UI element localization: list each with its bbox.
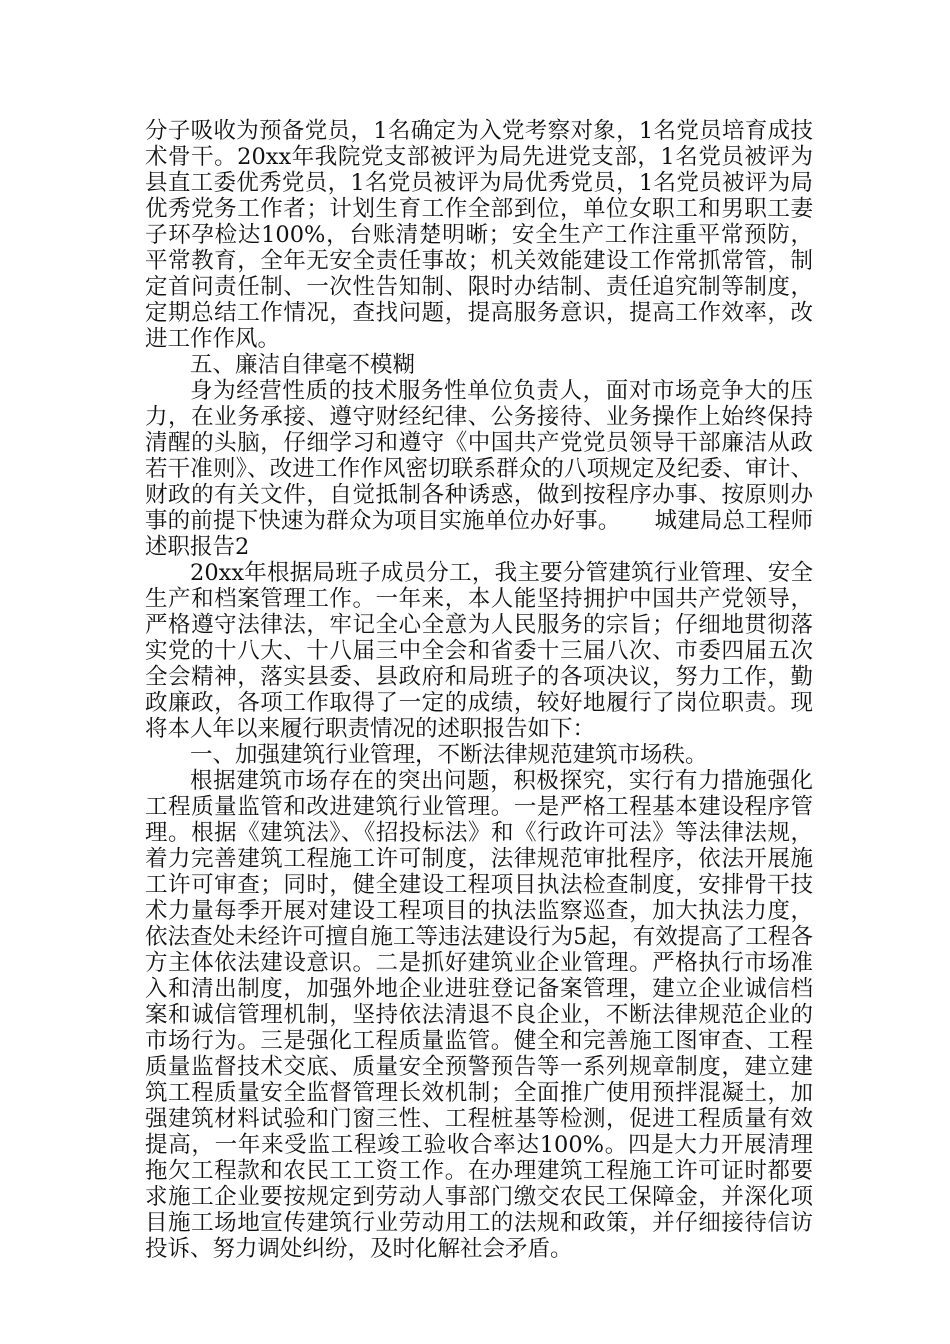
paragraph-3: 20xx年根据局班子成员分工，我主要分管建筑行业管理、安全生产和档案管理工作。一年来，本人能坚持拥护中国共产党领导，严格遵守法律法，牢记全心全意为人民服务的宗旨；仔细地贯彻落实党的十八大、十八届三中全会和省委十三届八次、市委四届五次全会精神，落实县委、县政府和局班子的各项决议，努力工作，勤政廉政，各项工作取得了一定的成绩，较好地履行了岗位职责。现将本人年以来履行职责情况的述职报告如下： xyxy=(145,560,813,742)
paragraph-2: 身为经营性质的技术服务性单位负责人，面对市场竞争大的压力，在业务承接、遵守财经纪律、公务接待、业务操作上始终保持清醒的头脑，仔细学习和遵守《中国共产党党员领导干部廉洁从政若干准则》、改进工作作风密切联系群众的八项规定及纪委、审计、财政的有关文件，自觉抵制各种诱惑，做到按程序办事、按原则办事的前提下快速为群众为项目实施单位办好事。 城建局总工程师述职报告2 xyxy=(145,378,813,560)
section-heading-1: 一、加强建筑行业管理，不断法律规范建筑市场秩。 xyxy=(190,742,708,768)
section-heading-5: 五、廉洁自律毫不模糊 xyxy=(190,352,416,378)
paragraph-1: 分子吸收为预备党员，1名确定为入党考察对象，1名党员培育成技术骨干。20xx年我院党支部被评为局先进党支部，1名党员被评为县直工委优秀党员，1名党员被评为局优秀党员，1名党员被评为局优秀党务工作者；计划生育工作全部到位，单位女职工和男职工妻子环孕检达100%，台账清楚明晰；安全生产工作注重平常预防，平常教育，全年无安全责任事故；机关效能建设工作常抓常管，制定首问责任制、一次性告知制、限时办结制、责任追究制等制度，定期总结工作情况，查找问题，提高服务意识，提高工作效率，改进工作作风。 xyxy=(145,118,813,352)
paragraph-4: 根据建筑市场存在的突出问题，积极探究，实行有力措施强化工程质量监管和改进建筑行业管理。一是严格工程基本建设程序管理。根据《建筑法》、《招投标法》和《行政许可法》等法律法规，着力完善建筑工程施工许可制度，法律规范审批程序，依法开展施工许可审查；同时，健全建设工程项目执法检查制度，安排骨干技术力量每季开展对建设工程项目的执法监察巡查，加大执法力度，依法查处未经许可擅自施工等违法建设行为5起，有效提高了工程各方主体依法建设意识。二是抓好建筑业企业管理。严格执行市场准入和清出制度，加强外地企业进驻登记备案管理，建立企业诚信档案和诚信管理机制，坚持依法清退不良企业，不断法律规范企业的市场行为。三是强化工程质量监管。健全和完善施工图审查、工程质量监督技术交底、质量安全预警预告等一系列规章制度，建立建筑工程质量安全监督管理长效机制；全面推广使用预拌混凝土，加强建筑材料试验和门窗三性、工程桩基等检测，促进工程质量有效提高，一年来受监工程竣工验收合率达100%。四是大力开展清理拖欠工程款和农民工工资工作。在办理建筑工程施工许可证时都要求施工企业要按规定到劳动人事部门缴交农民工保障金，并深化项目施工场地宣传建筑行业劳动用工的法规和政策，并仔细接待信访投诉、努力调处纠纷，及时化解社会矛盾。 xyxy=(145,768,813,1262)
document-page xyxy=(145,118,813,1262)
